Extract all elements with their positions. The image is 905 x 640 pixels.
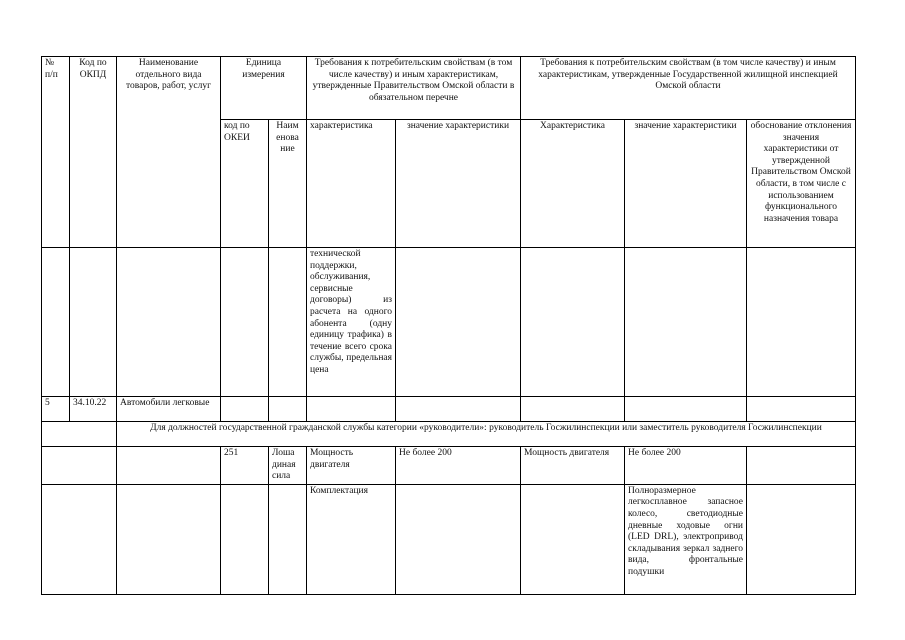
table-row-continued	[42, 248, 856, 397]
item-number: 5	[42, 397, 70, 422]
table-cell	[221, 248, 269, 397]
table-cell	[269, 248, 307, 397]
table-cell	[269, 397, 307, 422]
table-cell	[70, 248, 117, 397]
table-cell	[625, 248, 747, 397]
table-cell	[269, 484, 307, 594]
table-cell	[221, 397, 269, 422]
table-row-item-5	[42, 397, 856, 422]
table-cell	[117, 484, 221, 594]
power-value-insp: Не более 200	[625, 447, 747, 485]
equipment-value-insp: Полноразмерное легкосплавное запасное колесо, светодиодные дневные ходовые огни (LED DRL), электропривод складывания зеркал заднего вида, фронтальные подушки	[625, 484, 747, 594]
col-header-number: № п/п	[42, 57, 70, 248]
col-header-name: Наименование отдельного вида товаров, работ, услуг	[117, 57, 221, 248]
table-cell	[307, 397, 396, 422]
col-header-characteristic-insp: Характеристика	[521, 120, 625, 248]
category-heading: Для должностей государственной гражданской службы категории «руководители»: руководитель Госжилинспекции или заместитель руководителя Госжилинспекции	[117, 422, 856, 447]
table-cell	[521, 248, 625, 397]
table-cell	[221, 484, 269, 594]
table-cell	[747, 484, 856, 594]
col-header-characteristic-gov: характеристика	[307, 120, 396, 248]
table-cell	[117, 248, 221, 397]
power-okei-code: 251	[221, 447, 269, 485]
power-unit-name: Лоша диная сила	[269, 447, 307, 485]
table-cell	[747, 248, 856, 397]
item-okpd-code: 34.10.22	[70, 397, 117, 422]
table-row-equipment	[42, 484, 856, 594]
table-cell	[396, 484, 521, 594]
col-header-req-government: Требования к потребительским свойствам (в том числе качеству) и иным характеристикам, утвержденные Правительством Омской области в обязательном перечне	[307, 57, 521, 120]
item-name: Автомобили легковые	[117, 397, 221, 422]
col-header-req-inspection: Требования к потребительским свойствам (в том числе качеству) и иным характеристикам, утвержденные Государственной жилищной инспекцией Омской области	[521, 57, 856, 120]
table-cell	[42, 422, 117, 447]
power-characteristic-insp: Мощность двигателя	[521, 447, 625, 485]
table-cell	[521, 397, 625, 422]
table-row-category	[42, 422, 856, 447]
col-header-value-gov: значение характеристики	[396, 120, 521, 248]
col-header-value-insp: значение характеристики	[625, 120, 747, 248]
table-cell	[42, 248, 70, 397]
continued-characteristic-text: технической поддержки, обслуживания, сервисные договоры) из расчета на одного абонента (одну единицу трафика) в течение всего срока службы, предельная цена	[307, 248, 396, 397]
table-cell	[396, 397, 521, 422]
table-cell	[747, 447, 856, 485]
col-header-unit-name: Наим енова ние	[269, 120, 307, 248]
table-cell	[396, 248, 521, 397]
table-row-engine-power	[42, 447, 856, 485]
power-value-gov: Не более 200	[396, 447, 521, 485]
table-cell	[42, 484, 117, 594]
header-row-1	[42, 57, 856, 120]
power-characteristic-gov: Мощность двигателя	[307, 447, 396, 485]
table-cell	[42, 447, 117, 485]
requirements-table	[41, 56, 856, 595]
col-header-justification: обоснование отклонения значения характеристики от утвержденной Правительством Омской области, в том числе с использованием функционального назначения товара	[747, 120, 856, 248]
equipment-characteristic-gov: Комплектация	[307, 484, 396, 594]
table-cell	[521, 484, 625, 594]
table-cell	[625, 397, 747, 422]
col-header-okpd: Код по ОКПД	[70, 57, 117, 248]
table-cell	[747, 397, 856, 422]
col-header-unit: Единица измерения	[221, 57, 307, 120]
table-cell	[117, 447, 221, 485]
col-header-okei: код по ОКЕИ	[221, 120, 269, 248]
